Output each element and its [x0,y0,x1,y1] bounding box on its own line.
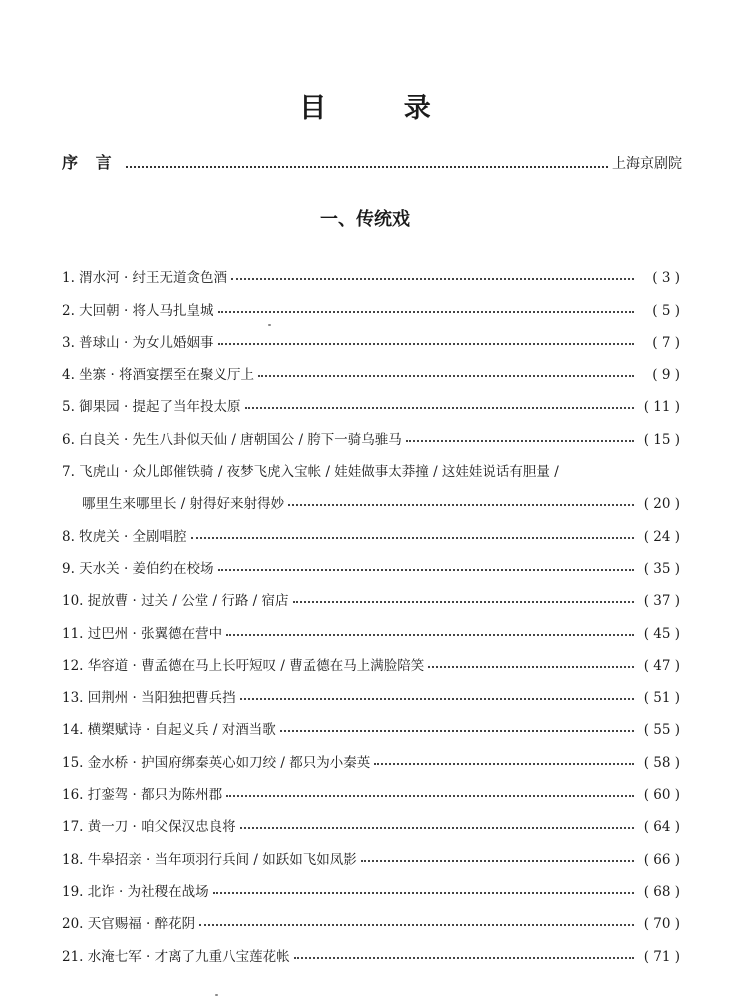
dot-leader [218,569,634,571]
entry-page: ( 64 ) [643,819,680,836]
preface-author: 上海京剧院 [612,156,682,172]
dot-leader [226,795,634,797]
entry-page: ( 68 ) [643,883,680,900]
entry-title: 3. 普球山 · 为女儿婚姻事 [62,334,214,351]
entry-page: ( 58 ) [643,754,680,771]
entry-page: ( 5 ) [652,302,680,319]
entry-page: ( 11 ) [643,399,680,416]
entry-page: ( 15 ) [643,431,680,448]
entry-page: ( 9 ) [652,367,680,384]
toc-entry [62,642,680,674]
toc-entry [62,932,680,964]
entry-title: 6. 白良关 · 先生八卦似天仙 / 唐朝国公 / 胯下一骑乌骓马 [62,431,402,448]
dot-leader [191,537,634,539]
entry-page: ( 7 ) [652,334,680,351]
scan-speck [215,994,218,996]
entry-title: 4. 坐寨 · 将酒宴摆至在聚义厅上 [62,367,255,384]
entry-title: 12. 华容道 · 曹孟德在马上长吁短叹 / 曹孟德在马上满脸陪笑 [62,657,425,674]
dot-leader [406,440,634,442]
dot-leader [199,924,634,926]
toc-entry [62,512,680,544]
entry-page: ( 51 ) [643,690,680,707]
entry-page: ( 37 ) [643,593,680,610]
toc-entry [62,545,680,577]
toc-entry [62,706,680,738]
entry-title: 19. 北诈 · 为社稷在战场 [62,883,209,900]
entry-page: ( 35 ) [643,560,680,577]
entry-page: ( 45 ) [643,625,680,642]
toc-entry [62,803,680,835]
toc-entry [62,351,680,383]
entry-page: ( 24 ) [643,528,680,545]
dot-leader [231,278,634,280]
dot-leader [428,666,634,668]
entry-page: ( 70 ) [643,916,680,933]
entry-page: ( 71 ) [643,948,680,965]
entry-page: ( 20 ) [643,496,680,513]
preface-label: 序 言 [62,153,118,172]
entry-title: 16. 打銮驾 · 都只为陈州郡 [62,787,223,804]
entry-title: 5. 御果园 · 提起了当年投太原 [62,399,241,416]
section-heading: 一、传统戏 [320,209,410,230]
entry-title: 14. 横槊赋诗 · 自起义兵 / 对酒当歌 [62,722,276,739]
dot-leader [280,730,634,732]
toc-entry [62,319,680,351]
scan-speck [268,324,271,326]
toc-entry [62,415,680,447]
toc-entry [62,448,680,480]
entry-title: 17. 黄一刀 · 咱父保汉忠良将 [62,819,236,836]
entry-title: 15. 金水桥 · 护国府绑秦英心如刀绞 / 都只为小秦英 [62,754,371,771]
entry-page: ( 55 ) [643,722,680,739]
entry-title: 18. 牛皋招亲 · 当年项羽行兵间 / 如跃如飞如凤影 [62,851,357,868]
dot-leader [213,892,634,894]
entry-title: 21. 水淹七军 · 才离了九重八宝莲花帐 [62,948,290,965]
dot-leader [288,504,634,506]
entry-title: 8. 牧虎关 · 全剧唱腔 [62,528,187,545]
dot-leader [258,375,634,377]
entry-title: 7. 飞虎山 · 众儿郎催铁骑 / 夜梦飞虎入宝帐 / 娃娃做事太莽撞 / 这娃娃说话有胆量 / [62,464,559,481]
entry-title: 1. 渭水河 · 纣王无道贪色酒 [62,270,228,287]
toc-entry [62,868,680,900]
dot-leader [294,957,634,959]
dot-leader [374,763,634,765]
entry-title: 哪里生来哪里长 / 射得好来射得妙 [82,496,285,513]
toc-entry [62,835,680,867]
dot-leader [226,634,634,636]
toc-list [62,254,680,965]
toc-entry-continuation [62,480,680,512]
toc-entry [62,577,680,609]
entry-page: ( 66 ) [643,851,680,868]
toc-entry [62,383,680,415]
toc-entry [62,771,680,803]
toc-entry [62,286,680,318]
dot-leader [240,827,634,829]
page-title: 目 录 [299,93,465,124]
dot-leader [245,407,634,409]
dot-leader [240,698,634,700]
dot-leader [218,343,634,345]
entry-title: 11. 过巴州 · 张翼德在营中 [62,625,223,642]
toc-entry [62,674,680,706]
entry-page: ( 3 ) [652,270,680,287]
toc-entry [62,254,680,286]
dot-leader [126,166,608,168]
entry-page: ( 60 ) [643,787,680,804]
dot-leader [218,311,634,313]
entry-title: 20. 天官赐福 · 醉花阴 [62,916,196,933]
entry-title: 10. 捉放曹 · 过关 / 公堂 / 行路 / 宿店 [62,593,289,610]
toc-entry [62,900,680,932]
preface-entry [62,150,682,173]
dot-leader [361,860,634,862]
toc-entry [62,738,680,770]
entry-title: 2. 大回朝 · 将人马扎皇城 [62,302,214,319]
entry-title: 13. 回荆州 · 当阳独把曹兵挡 [62,690,236,707]
dot-leader [293,601,634,603]
entry-page: ( 47 ) [643,657,680,674]
entry-title: 9. 天水关 · 姜伯约在校场 [62,560,214,577]
toc-entry [62,609,680,641]
